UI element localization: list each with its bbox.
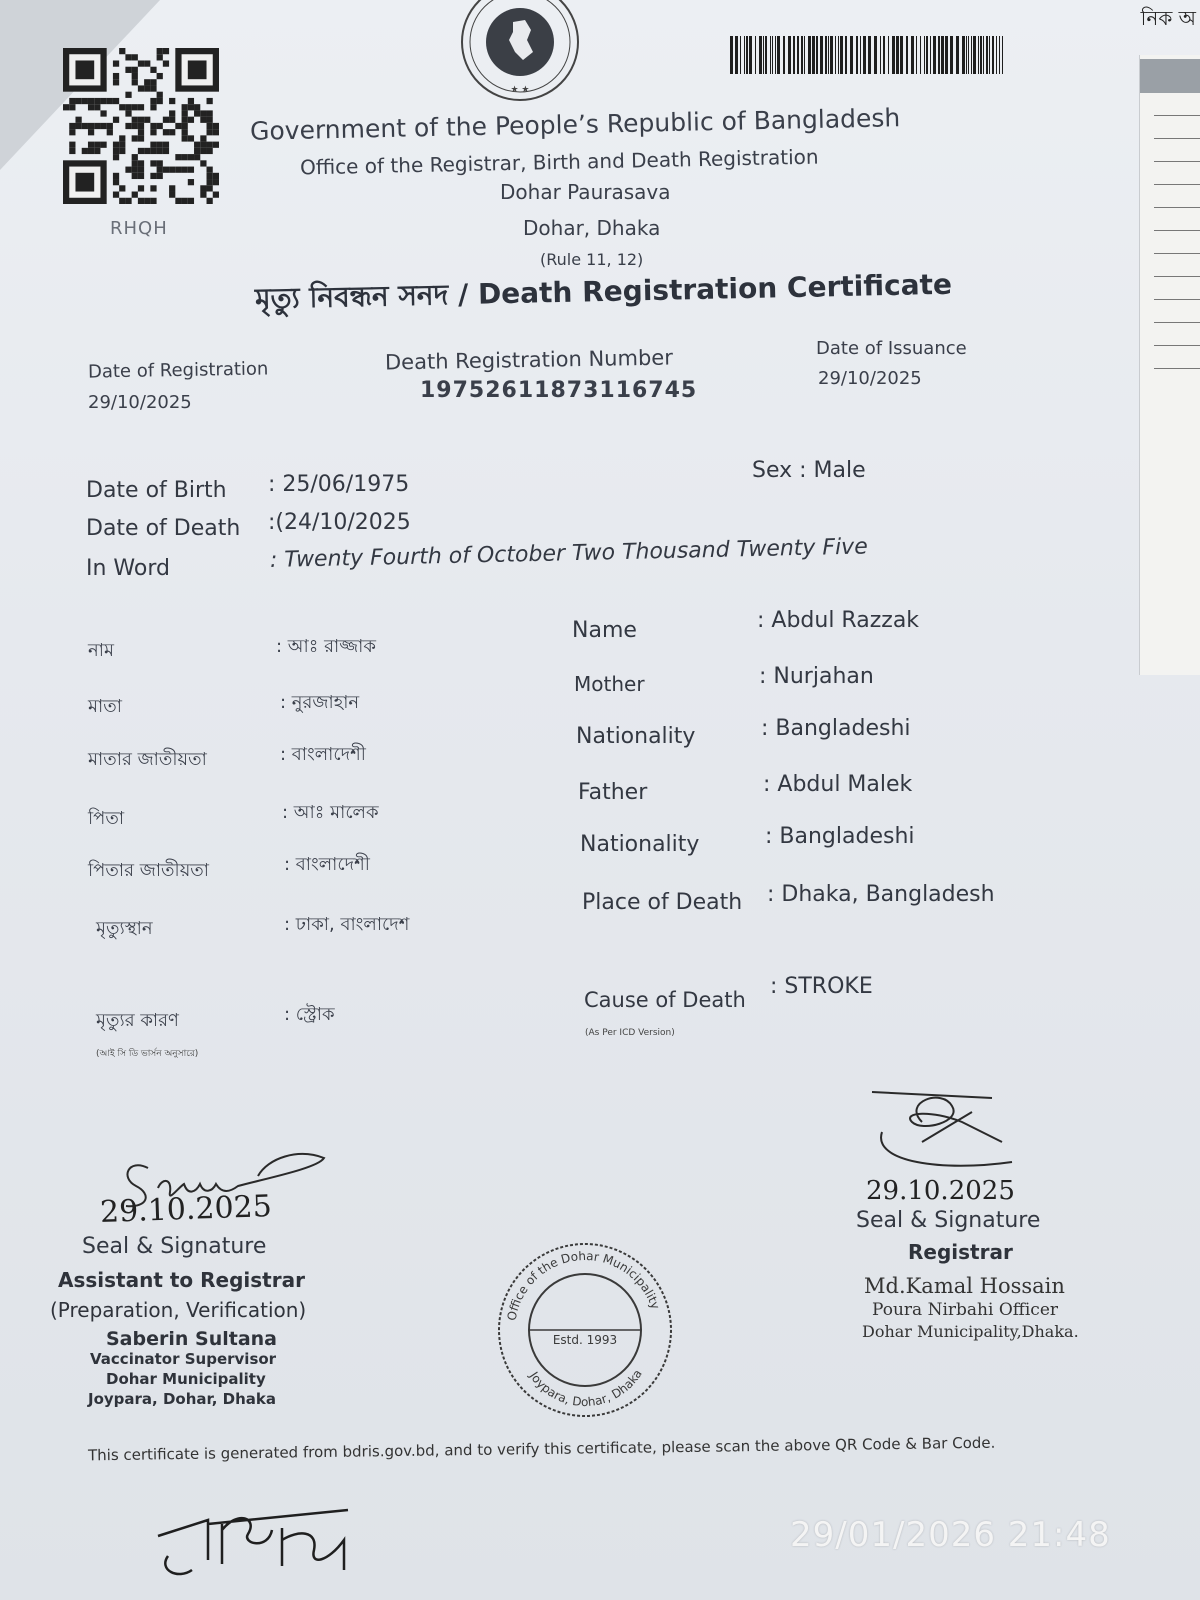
bangla-value-name: : আঃ রাজ্জাক <box>276 636 376 657</box>
registrar-sign-date: 29.10.2025 <box>866 1176 1015 1206</box>
date-of-death-label: Date of Death <box>86 516 241 541</box>
date-of-registration-label: Date of Registration <box>87 358 269 383</box>
in-word-value: : Twenty Fourth of October Two Thousand Twenty Five <box>269 534 868 573</box>
registration-number-label: Death Registration Number <box>384 345 674 375</box>
assistant-sign-date: 29.10.2025 <box>99 1189 273 1230</box>
english-value-cause-of-death: : STROKE <box>770 974 873 999</box>
registrar-org: Dohar Municipality,Dhaka. <box>862 1322 1079 1341</box>
registrar-signature <box>862 1082 1042 1182</box>
certificate-title: মৃত্যু নিবন্ধন সনদ / Death Registration Certificate <box>254 267 953 316</box>
assistant-designation: Vaccinator Supervisor <box>90 1350 277 1368</box>
date-of-birth-label: Date of Birth <box>86 478 227 503</box>
assistant-address: Joypara, Dohar, Dhaka <box>88 1390 276 1408</box>
english-label-nationality: Nationality <box>576 724 696 749</box>
government-title: Government of the People’s Republic of Bangladesh <box>249 103 901 146</box>
svg-text:★ ★: ★ ★ <box>510 85 530 95</box>
paurasava: Dohar Paurasava <box>500 180 671 204</box>
registrar-seal-label: Seal & Signature <box>856 1208 1041 1233</box>
english-label-cause-of-death: Cause of Death <box>584 988 746 1012</box>
english-value-nationality: : Bangladeshi <box>761 716 911 741</box>
office-stamp <box>495 1240 675 1420</box>
adjacent-paper-edge <box>1139 55 1200 675</box>
svg-text:Joypara, Dohar, Dhaka <box>526 1367 645 1409</box>
bangla-label-place-of-death: মৃত্যুস্থান <box>96 918 153 939</box>
date-of-issuance-label: Date of Issuance <box>816 338 967 359</box>
stamp-estd: Estd. 1993 <box>552 1333 618 1347</box>
assistant-name: Saberin Sultana <box>106 1328 277 1350</box>
date-of-issuance-value: 29/10/2025 <box>818 368 922 389</box>
registrar-role: Registrar <box>908 1240 1013 1264</box>
sex: Sex : Male <box>752 458 866 483</box>
bangla-value-mother-nationality: : বাংলাদেশী <box>280 744 366 765</box>
registrar-name: Md.Kamal Hossain <box>864 1274 1065 1298</box>
registrar-designation: Poura Nirbahi Officer <box>872 1300 1059 1320</box>
bangla-label-mother-nationality: মাতার জাতীয়তা <box>88 749 207 770</box>
date-of-registration-value: 29/10/2025 <box>88 392 192 413</box>
english-label-father: Father <box>578 780 648 805</box>
english-label-father-nationality: Nationality <box>580 832 700 857</box>
bangla-cause-note: (আই সি ডি ভার্সন অনুসারে) <box>96 1049 199 1059</box>
handwritten-signature-bottom <box>148 1500 378 1596</box>
qr-code-id: RHQH <box>110 218 168 239</box>
english-label-name: Name <box>572 618 637 643</box>
government-seal-emblem <box>455 0 585 108</box>
english-value-father: : Abdul Malek <box>763 772 913 797</box>
office-title: Office of the Registrar, Birth and Death Registration <box>299 144 819 180</box>
date-of-death-value: :(24/10/2025 <box>268 510 411 535</box>
english-cause-note: (As Per ICD Version) <box>585 1028 675 1038</box>
verification-footer: This certificate is generated from bdris.gov.bd, and to verify this certificate, please scan the above QR Code & Bar Code. <box>87 1433 996 1465</box>
english-value-place-of-death: : Dhaka, Bangladesh <box>767 882 995 907</box>
photo-timestamp: 29/01/2026 21:48 <box>790 1515 1111 1555</box>
barcode[interactable] <box>730 36 1008 74</box>
stamp-ring-text: Office of the Dohar Municipality <box>504 1248 663 1322</box>
svg-text:Office of the Dohar Municipali <box>505 1249 663 1322</box>
qr-code[interactable] <box>62 48 220 204</box>
date-of-birth-value: : 25/06/1975 <box>268 472 410 497</box>
assistant-org: Dohar Municipality <box>106 1370 266 1388</box>
english-value-mother: : Nurjahan <box>759 664 874 689</box>
bangla-label-father-nationality: পিতার জাতীয়তা <box>88 860 210 881</box>
in-word-label: In Word <box>86 556 170 581</box>
bangla-label-cause-of-death: মৃত্যুর কারণ <box>96 1010 179 1031</box>
bangla-value-mother: : নুরজাহান <box>280 692 360 713</box>
english-label-place-of-death: Place of Death <box>582 890 743 915</box>
bangla-label-mother: মাতা <box>88 696 122 717</box>
assistant-seal-label: Seal & Signature <box>82 1234 267 1259</box>
stamp-bottom-text: Joypara, Dohar, Dhaka <box>526 1366 645 1410</box>
english-value-name: : Abdul Razzak <box>757 608 920 633</box>
assistant-duty: (Preparation, Verification) <box>50 1298 307 1322</box>
bangla-value-cause-of-death: : স্ট্রোক <box>284 1004 335 1025</box>
bangla-value-place-of-death: : ঢাকা, বাংলাদেশ <box>284 914 410 935</box>
english-label-mother: Mother <box>574 672 645 696</box>
edge-text: নিক অ <box>1140 6 1196 30</box>
assistant-role: Assistant to Registrar <box>58 1268 305 1292</box>
rule-reference: (Rule 11, 12) <box>540 250 644 269</box>
bangla-label-name: নাম <box>88 640 114 661</box>
bangla-value-father: : আঃ মালেক <box>282 802 379 823</box>
bangla-label-father: পিতা <box>88 808 125 829</box>
english-value-father-nationality: : Bangladeshi <box>765 824 915 849</box>
district: Dohar, Dhaka <box>523 216 661 240</box>
registration-number: 19752611873116745 <box>420 378 698 403</box>
bangla-value-father-nationality: : বাংলাদেশী <box>284 854 370 875</box>
